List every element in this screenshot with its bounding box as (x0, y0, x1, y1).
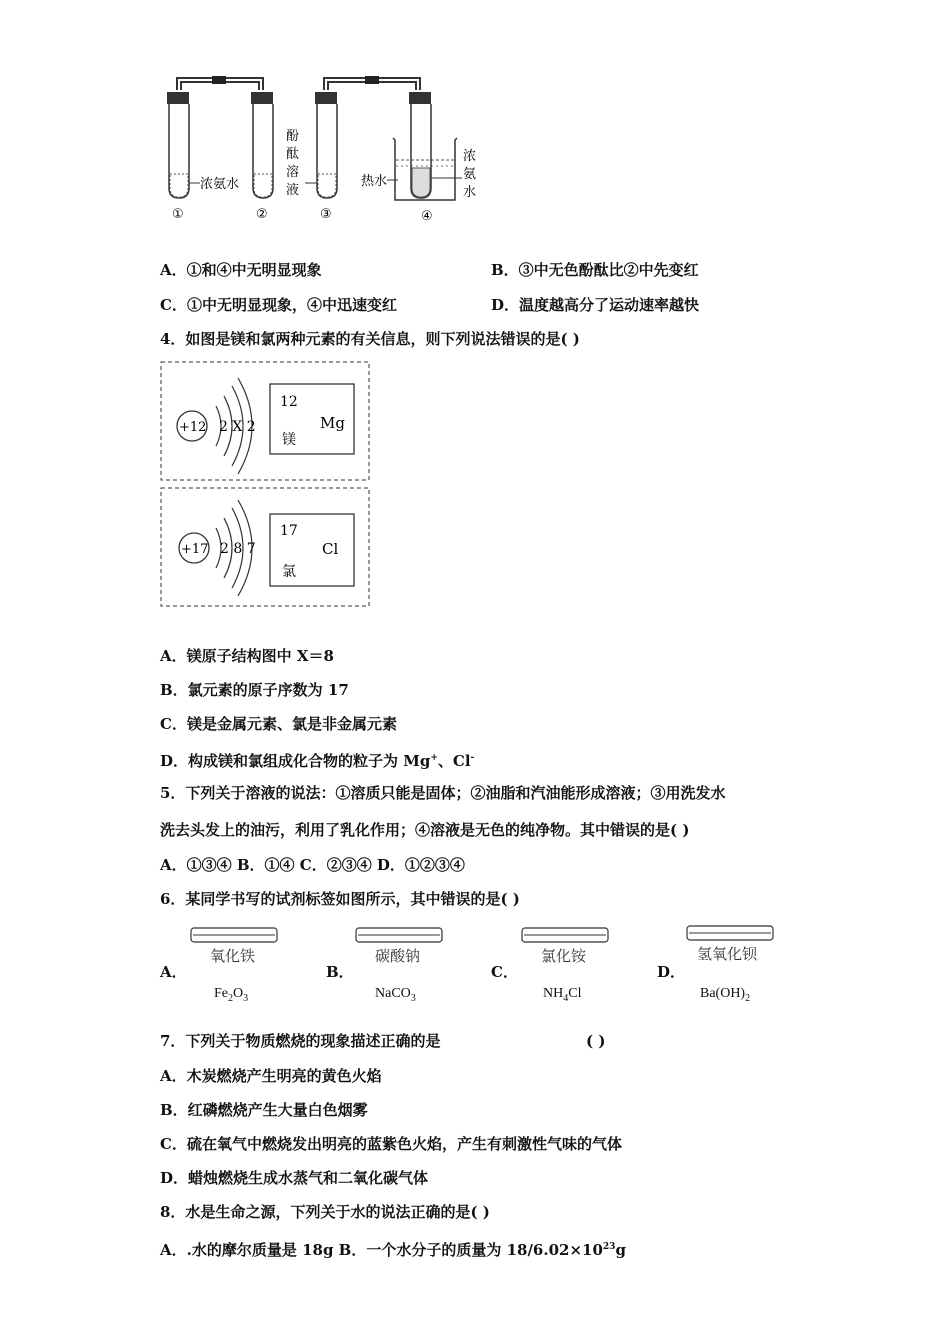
formula-b-sub1: 3 (410, 992, 416, 1004)
q3-option-c[interactable]: C．①中无明显现象，④中迅速变红 (160, 296, 397, 314)
reagent-label-c-formula (543, 986, 581, 1004)
reagent-label-d-formula (700, 986, 750, 1004)
formula-d-sub1: 2 (745, 992, 751, 1004)
q5-options[interactable]: A．①③④ B．①④ C．②③④ D．①②③④ (160, 856, 465, 874)
test-tube-4 (409, 92, 462, 198)
cl-atomic-number: 17 (280, 523, 298, 539)
cl-symbol: Cl (322, 540, 339, 558)
label-phenol-4: 液 (286, 183, 300, 198)
reagent-label-d-frame (686, 924, 776, 944)
mg-atomic-number: 12 (280, 394, 298, 410)
cl-shell-electrons: 2 8 7 (220, 541, 256, 557)
formula-a-sub1: 2 (228, 992, 233, 1004)
q8-options-ab[interactable] (160, 1237, 626, 1260)
q4-stem: 4．如图是镁和氯两种元素的有关信息，则下列说法错误的是( ) (160, 330, 580, 348)
label-phenol-2: 酞 (286, 147, 300, 162)
reagent-label-a-frame (190, 926, 280, 946)
q4-option-b[interactable]: B．氯元素的原子序数为 17 (160, 681, 349, 699)
formula-c-sub1: 4 (563, 992, 569, 1004)
cl-nucleus-charge: +17 (181, 542, 209, 557)
formula-c-base: NH (543, 986, 564, 1001)
q7-option-d[interactable]: D．蜡烛燃烧生成水蒸气和二氧化碳气体 (160, 1169, 429, 1187)
test-tube-3 (315, 92, 337, 198)
mg-nucleus-charge: +12 (179, 420, 207, 435)
q4-option-d-sup2: - (470, 753, 475, 763)
formula-c-mid: Cl (568, 986, 582, 1001)
tube-number-3: ③ (320, 207, 332, 222)
q6-stem: 6．某同学书写的试剂标签如图所示，其中错误的是( ) (160, 890, 520, 908)
label-conc-3: 水 (463, 185, 477, 200)
q3-option-d[interactable]: D．温度越高分了运动速率越快 (491, 296, 700, 314)
q8-stem: 8．水是生命之源，下列关于水的说法正确的是( ) (160, 1203, 490, 1221)
formula-b-base: NaCO (375, 986, 411, 1001)
q7-stem: 7．下列关于物质燃烧的现象描述正确的是 (160, 1032, 441, 1050)
q8-options-sup: 23 (602, 1242, 616, 1252)
label-conc-1: 浓 (463, 149, 477, 164)
formula-a-sub2: 3 (243, 992, 249, 1004)
rubber-joint-left (212, 76, 226, 84)
reagent-label-d-name: 氢氧化钡 (697, 945, 758, 963)
q8-options-text: A．.水的摩尔质量是 18g B．一个水分子的质量为 18/6.02×10 (160, 1241, 603, 1259)
reagent-label-b-formula (375, 986, 416, 1004)
q8-options-tail: g (615, 1241, 626, 1259)
label-conc-ammonia: 浓氨水 (200, 177, 240, 192)
q4-option-c[interactable]: C．镁是金属元素、氯是非金属元素 (160, 715, 397, 733)
label-phenol-1: 酚 (286, 129, 300, 144)
q7-option-a[interactable]: A．木炭燃烧产生明亮的黄色火焰 (160, 1067, 382, 1085)
q4-option-a[interactable]: A．镁原子结构图中 X＝8 (160, 647, 334, 665)
diffusion-apparatus-figure (150, 70, 490, 230)
cl-name: 氯 (282, 564, 296, 580)
test-tube-2 (251, 92, 273, 198)
reagent-label-a-formula (214, 986, 248, 1004)
q7-option-c[interactable]: C．硫在氧气中燃烧发出明亮的蓝紫色火焰，产生有刺激性气味的气体 (160, 1135, 622, 1153)
reagent-label-a-name: 氧化铁 (210, 947, 256, 965)
reagent-label-c-name: 氯化铵 (541, 947, 587, 965)
formula-a-base: Fe (214, 986, 228, 1001)
q3-option-a[interactable]: A．①和④中无明显现象 (160, 261, 322, 279)
q7-answer-paren: ( ) (586, 1032, 606, 1050)
q6-option-a-letter[interactable]: A． (160, 963, 187, 981)
q6-option-c-letter[interactable]: C． (491, 963, 518, 981)
element-info-figure (158, 358, 374, 610)
mg-name: 镁 (282, 432, 296, 448)
reagent-label-c-frame (521, 926, 611, 946)
mg-shell-electrons: 2 X 2 (219, 419, 256, 435)
formula-a-mid: O (233, 986, 244, 1001)
rubber-joint-right (365, 76, 379, 84)
q4-option-d-mid: 、Cl (437, 752, 471, 770)
tube-number-1: ① (172, 207, 184, 222)
formula-d-base: Ba(OH) (700, 986, 746, 1001)
q3-option-b[interactable]: B．③中无色酚酞比②中先变红 (491, 261, 699, 279)
q5-stem-line-2: 洗去头发上的油污，利用了乳化作用；④溶液是无色的纯净物。其中错误的是( ) (160, 821, 690, 839)
q7-option-b[interactable]: B．红磷燃烧产生大量白色烟雾 (160, 1101, 368, 1119)
reagent-label-b-name: 碳酸钠 (375, 947, 421, 965)
mg-symbol: Mg (320, 414, 345, 432)
q4-option-d-text: D．构成镁和氯组成化合物的粒子为 Mg (160, 752, 431, 770)
label-phenol-3: 溶 (286, 165, 300, 180)
q6-option-d-letter[interactable]: D． (657, 963, 686, 981)
label-hot-water: 热水 (361, 174, 388, 189)
label-conc-2: 氨 (463, 167, 477, 182)
q5-stem-line-1: 5．下列关于溶液的说法：①溶质只能是固体；②油脂和汽油能形成溶液；③用洗发水 (160, 784, 726, 802)
q6-option-b-letter[interactable]: B． (326, 963, 354, 981)
q4-option-d[interactable] (160, 748, 474, 771)
test-tube-1 (167, 92, 189, 198)
reagent-label-b-frame (355, 926, 445, 946)
tube-number-2: ② (256, 207, 268, 222)
q4-option-d-sup1: + (430, 753, 438, 763)
tube-number-4: ④ (421, 209, 433, 224)
